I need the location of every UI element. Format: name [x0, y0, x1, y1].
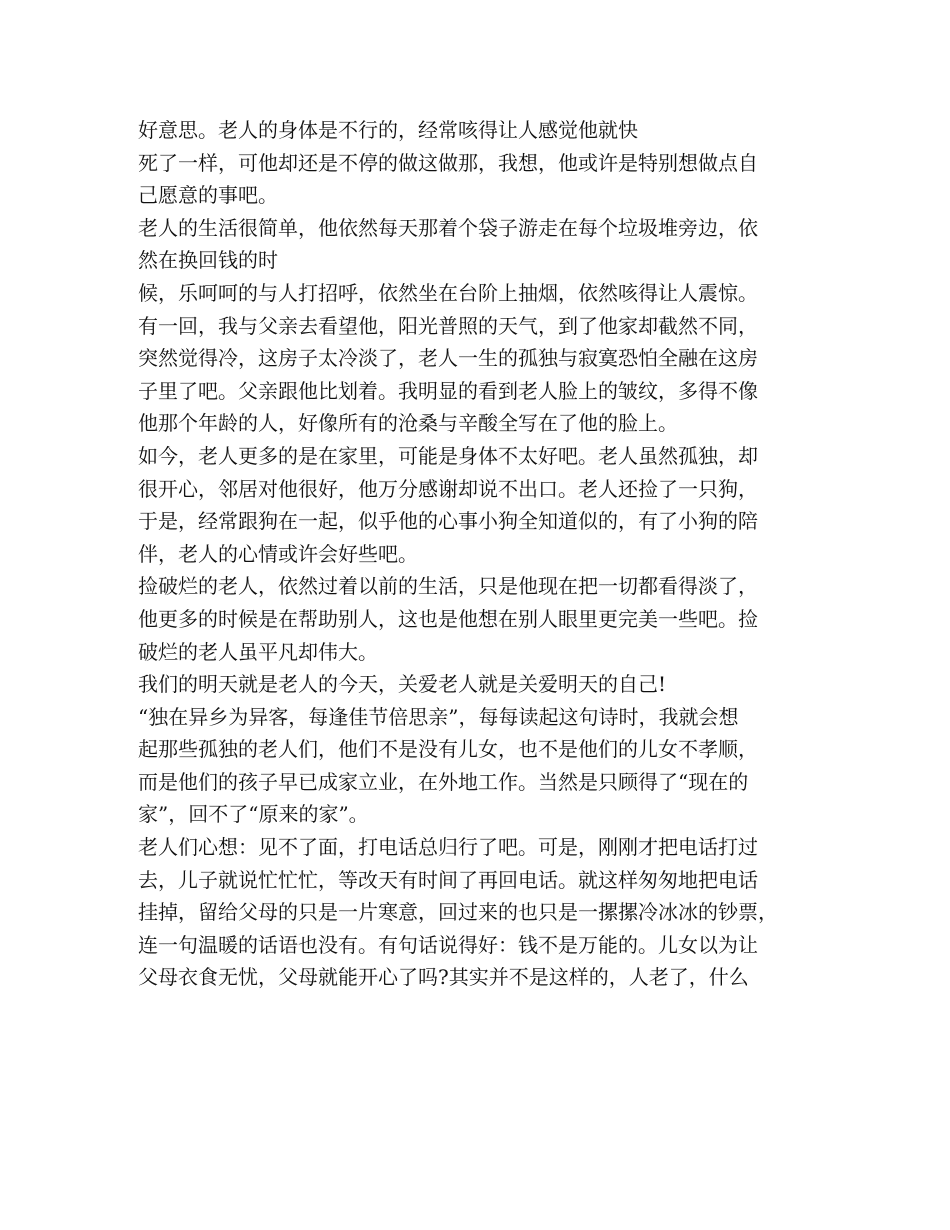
- text-line: 然在换回钱的时: [138, 248, 278, 273]
- text-line: 如今，老人更多的是在家里，可能是身体不太好吧。老人虽然孤独，却: [138, 443, 758, 468]
- text-line: 老人的生活很简单，他依然每天那着个袋子游走在每个垃圾堆旁边，依: [138, 215, 758, 240]
- text-line: 父母衣食无忧，父母就能开心了吗?其实并不是这样的，人老了，什么: [138, 965, 749, 990]
- text-line: 破烂的老人虽平凡却伟大。: [138, 639, 378, 664]
- text-line: 于是，经常跟狗在一起，似乎他的心事小狗全知道似的，有了小狗的陪: [138, 509, 758, 534]
- text-line: 老人们心想：见不了面，打电话总归行了吧。可是，刚刚才把电话打过: [138, 835, 758, 860]
- text-line: “独在异乡为异客，每逢佳节倍思亲”，每每读起这句诗时，我就会想: [138, 704, 739, 729]
- text-line: 很开心，邻居对他很好，他万分感谢却说不出口。老人还捡了一只狗，: [138, 476, 758, 501]
- text-line: 起那些孤独的老人们，他们不是没有儿女，也不是他们的儿女不孝顺，: [138, 737, 758, 762]
- text-line: 子里了吧。父亲跟他比划着。我明显的看到老人脸上的皱纹，多得不像: [138, 378, 758, 403]
- text-line: 他那个年龄的人，好像所有的沧桑与辛酸全写在了他的脸上。: [138, 411, 678, 436]
- text-line: 连一句温暖的话语也没有。有句话说得好：钱不是万能的。儿女以为让: [138, 932, 758, 957]
- body-text: [138, 114, 828, 994]
- text-line: 候，乐呵呵的与人打招呼，依然坐在台阶上抽烟，依然咳得让人震惊。: [138, 280, 758, 305]
- text-line: 我们的明天就是老人的今天，关爱老人就是关爱明天的自己!: [138, 672, 667, 697]
- text-line: 家”，回不了“原来的家”。: [138, 802, 369, 827]
- text-line: 而是他们的孩子早已成家立业，在外地工作。当然是只顾得了“现在的: [138, 769, 749, 794]
- text-line: 己愿意的事吧。: [138, 183, 278, 208]
- text-line: 他更多的时候是在帮助别人，这也是他想在别人眼里更完美一些吧。捡: [138, 606, 758, 631]
- text-line: 突然觉得冷，这房子太冷淡了，老人一生的孤独与寂寞恐怕全融在这房: [138, 346, 758, 371]
- text-line: 好意思。老人的身体是不行的，经常咳得让人感觉他就快: [138, 118, 638, 142]
- text-line: 去，儿子就说忙忙忙，等改天有时间了再回电话。就这样匆匆地把电话: [138, 867, 758, 892]
- text-line: 伴，老人的心情或许会好些吧。: [138, 541, 418, 566]
- text-line: 捡破烂的老人，依然过着以前的生活，只是他现在把一切都看得淡了，: [138, 574, 758, 599]
- text-line: 挂掉，留给父母的只是一片寒意，回过来的也只是一摞摞冷冰冰的钞票，: [138, 900, 778, 925]
- text-line: 死了一样，可他却还是不停的做这做那，我想，他或许是特别想做点自: [138, 150, 758, 175]
- text-line: 有一回，我与父亲去看望他，阳光普照的天气，到了他家却截然不同，: [138, 313, 758, 338]
